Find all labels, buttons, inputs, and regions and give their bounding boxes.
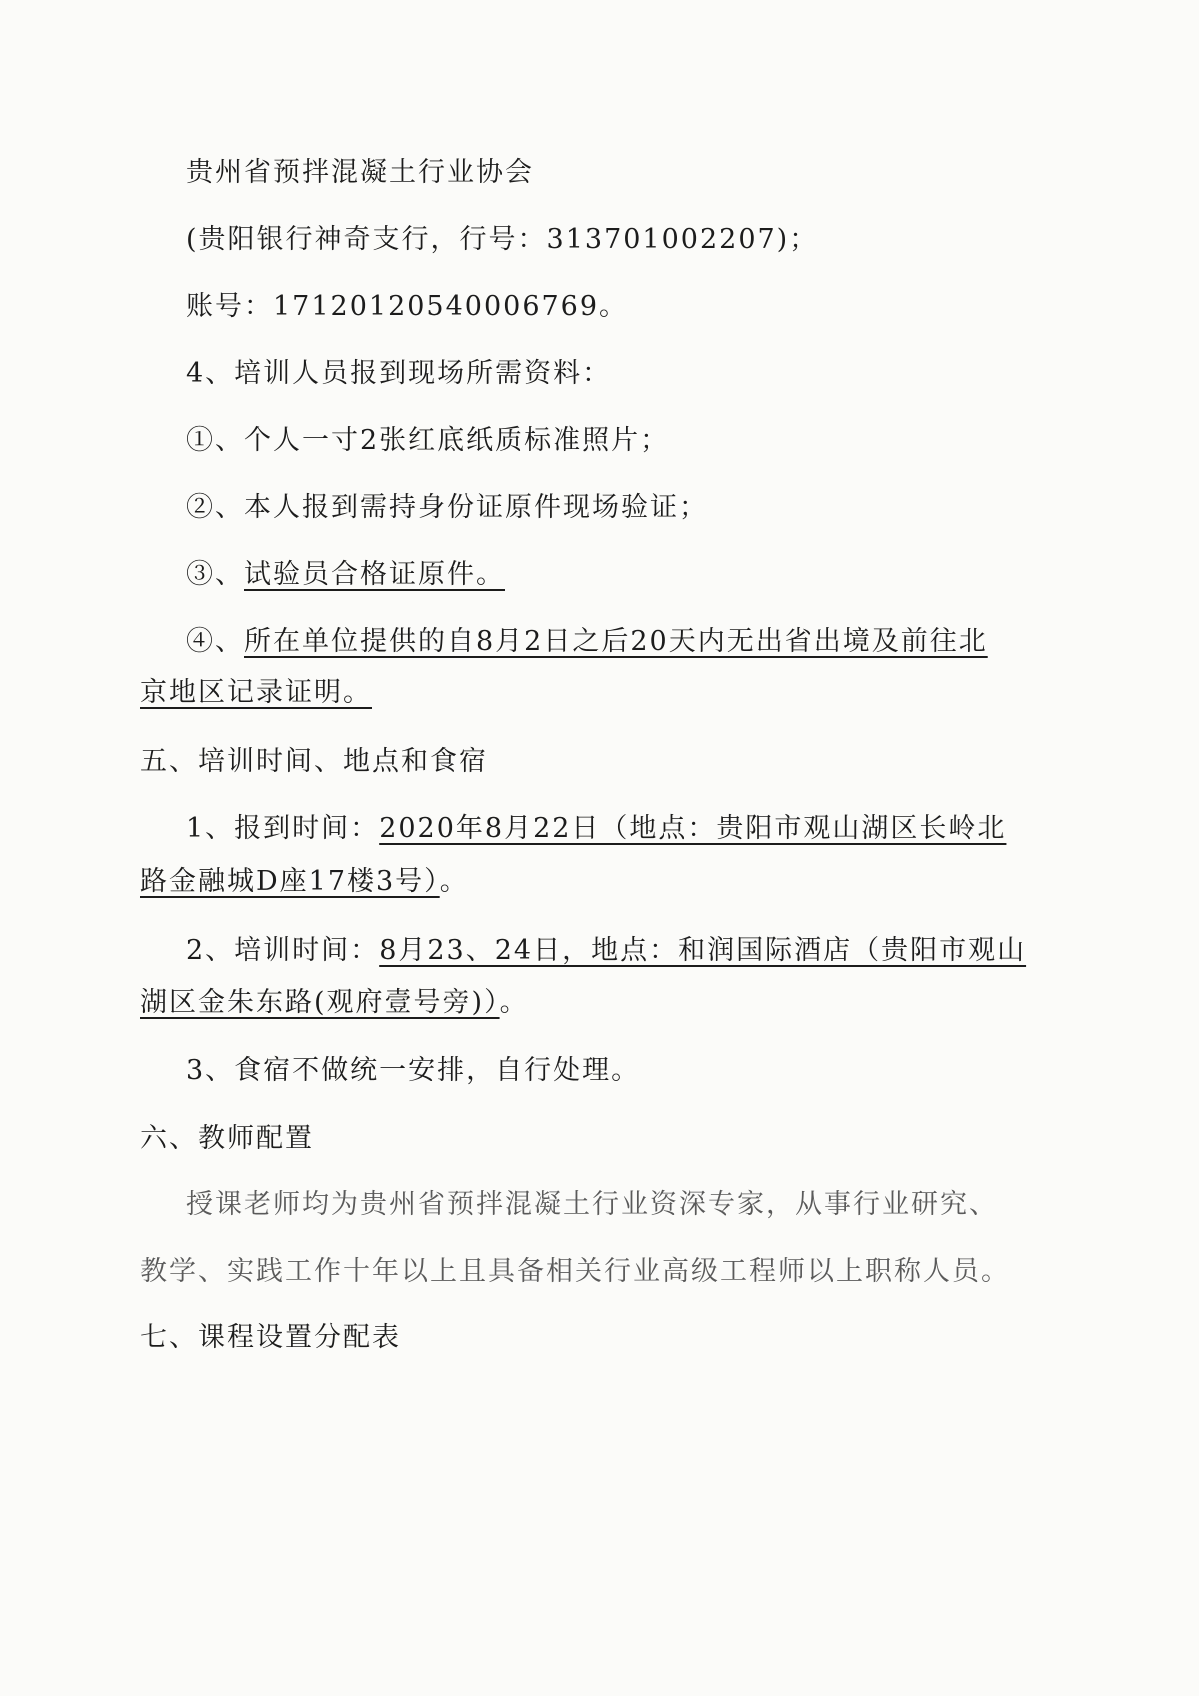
requirement-4-line1: 所在单位提供的自8月2日之后20天内无出省出境及前往北 (244, 626, 988, 657)
requirement-1: ①、个人一寸2张红底纸质标准照片； (186, 425, 670, 456)
bank-info: (贵阳银行神奇支行，行号：313701002207)； (186, 224, 819, 255)
requirement-4-line2: 京地区记录证明。 (140, 677, 372, 708)
s5-registration-prefix: 1、报到时间： (186, 813, 380, 844)
requirement-3-number: ③、 (186, 559, 244, 590)
requirement-4-number: ④、 (186, 626, 244, 657)
s5-training (186, 933, 1026, 969)
section-5-title: 五、培训时间、地点和食宿 (140, 746, 488, 777)
s5-training-end: 。 (499, 987, 529, 1018)
section-6-title: 六、教师配置 (140, 1123, 314, 1154)
requirement-3-text: 试验员合格证原件。 (244, 559, 505, 590)
section-6-line1: 授课老师均为贵州省预拌混凝土行业资深专家，从事行业研究、 (186, 1189, 998, 1220)
s5-training-line2: 湖区金朱东路(观府壹号旁)） (140, 987, 500, 1018)
section-6-line2: 教学、实践工作十年以上且具备相关行业高级工程师以上职称人员。 (140, 1256, 1010, 1287)
s5-registration-line2: 路金融城D座17楼3号） (140, 866, 440, 897)
s5-training-prefix: 2、培训时间： (186, 935, 380, 966)
item4-title: 4、培训人员报到现场所需资料： (186, 358, 612, 389)
s5-accommodation: 3、食宿不做统一安排，自行处理。 (186, 1055, 641, 1086)
requirement-2: ②、本人报到需持身份证原件现场验证； (186, 492, 708, 523)
s5-training-cont (140, 985, 529, 1021)
s5-registration (186, 811, 1006, 847)
section-7-title: 七、课程设置分配表 (140, 1322, 401, 1353)
s5-registration-end: 。 (439, 866, 469, 897)
account-number: 账号：17120120540006769。 (186, 291, 629, 322)
s5-registration-cont (140, 864, 469, 900)
s5-registration-line1: 2020年8月22日（地点：贵阳市观山湖区长岭北 (379, 813, 1007, 844)
s5-training-line1: 8月23、24日，地点：和润国际酒店（贵阳市观山 (379, 935, 1027, 966)
org-name: 贵州省预拌混凝土行业协会 (186, 157, 534, 188)
requirement-4-cont (140, 675, 372, 711)
requirement-3 (186, 557, 505, 593)
requirement-4 (186, 624, 988, 660)
